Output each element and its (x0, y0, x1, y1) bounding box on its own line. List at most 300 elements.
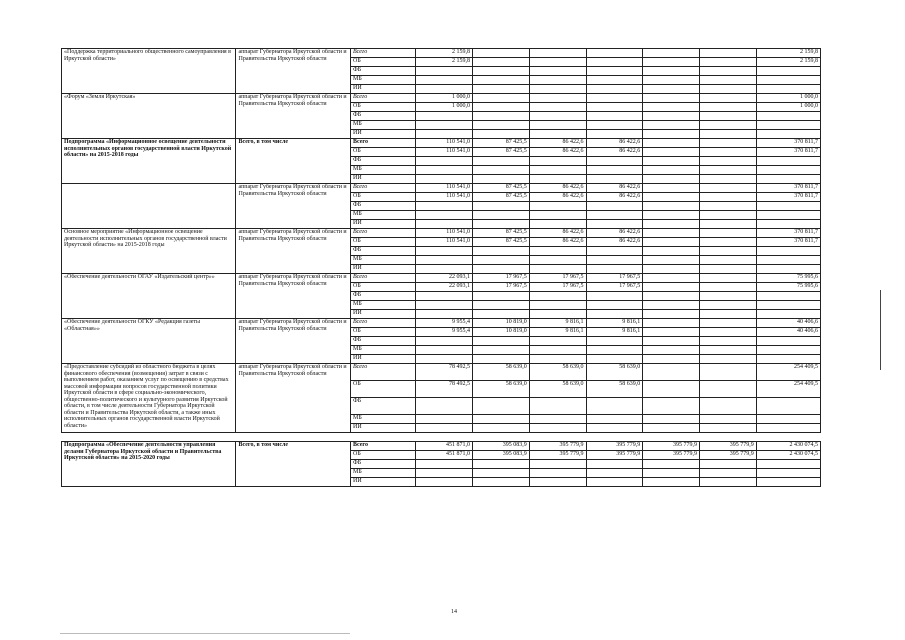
total-cell: 370 811,7 (756, 229, 820, 238)
year-value-cell: 17 967,5 (529, 274, 586, 283)
year-value-cell (416, 460, 473, 469)
year-value-cell (529, 292, 586, 301)
year-value-cell (416, 130, 473, 139)
year-value-cell (586, 220, 643, 229)
year-value-cell (586, 76, 643, 85)
year-value-cell (529, 310, 586, 319)
funding-source-cell: ОБ (351, 103, 416, 112)
year-value-cell: 9 955,4 (416, 319, 473, 328)
total-cell (756, 337, 820, 346)
year-value-cell: 87 425,5 (473, 193, 530, 202)
funding-source-cell: Всего (351, 49, 416, 58)
year-value-cell (643, 346, 700, 355)
year-value-cell (529, 202, 586, 211)
total-cell: 254 409,5 (756, 364, 820, 381)
table-row (62, 184, 821, 193)
year-value-cell (473, 310, 530, 319)
year-value-cell (643, 398, 700, 415)
year-value-cell: 86 422,6 (529, 139, 586, 148)
funding-source-cell: ФБ (351, 247, 416, 256)
year-value-cell: 10 819,0 (473, 328, 530, 337)
year-value-cell (529, 265, 586, 274)
total-cell (756, 202, 820, 211)
year-value-cell: 9 816,1 (586, 319, 643, 328)
year-value-cell (643, 274, 700, 283)
year-value-cell (473, 220, 530, 229)
year-value-cell (416, 67, 473, 76)
funding-source-cell: МБ (351, 415, 416, 424)
year-value-cell (416, 424, 473, 433)
funding-source-cell: ФБ (351, 112, 416, 121)
total-cell: 370 811,7 (756, 238, 820, 247)
funding-source-cell: Всего (351, 229, 416, 238)
year-value-cell (473, 112, 530, 121)
year-value-cell (416, 337, 473, 346)
year-value-cell (529, 398, 586, 415)
year-value-cell: 110 541,0 (416, 238, 473, 247)
scan-bottom-line (60, 633, 350, 634)
year-value-cell (643, 184, 700, 193)
year-value-cell (529, 130, 586, 139)
total-cell (756, 112, 820, 121)
year-value-cell (699, 49, 756, 58)
year-value-cell (416, 85, 473, 94)
year-value-cell (529, 76, 586, 85)
year-value-cell: 86 422,6 (586, 148, 643, 157)
year-value-cell (643, 337, 700, 346)
year-value-cell (643, 381, 700, 398)
year-value-cell (586, 112, 643, 121)
year-value-cell (699, 193, 756, 202)
funding-source-cell: ИИ (351, 478, 416, 487)
table-row (62, 319, 821, 328)
year-value-cell (416, 175, 473, 184)
table-row (62, 139, 821, 148)
year-value-cell: 58 639,0 (473, 364, 530, 381)
year-value-cell: 86 422,6 (529, 229, 586, 238)
year-value-cell (586, 460, 643, 469)
funding-source-cell: ОБ (351, 381, 416, 398)
year-value-cell: 86 422,6 (586, 193, 643, 202)
page-number: 14 (451, 609, 457, 615)
year-value-cell (473, 301, 530, 310)
year-value-cell (643, 103, 700, 112)
year-value-cell (643, 112, 700, 121)
year-value-cell: 17 967,5 (473, 274, 530, 283)
total-cell: 370 811,7 (756, 139, 820, 148)
year-value-cell (473, 469, 530, 478)
year-value-cell (473, 398, 530, 415)
year-value-cell (643, 328, 700, 337)
funding-source-cell: ОБ (351, 148, 416, 157)
year-value-cell: 110 541,0 (416, 193, 473, 202)
year-value-cell (586, 301, 643, 310)
year-value-cell: 9 816,1 (529, 319, 586, 328)
total-cell (756, 157, 820, 166)
year-value-cell: 86 422,6 (586, 139, 643, 148)
funding-source-cell: Всего (351, 319, 416, 328)
year-value-cell (643, 202, 700, 211)
year-value-cell (643, 166, 700, 175)
year-value-cell (586, 175, 643, 184)
total-cell (756, 76, 820, 85)
funding-source-cell: МБ (351, 166, 416, 175)
year-value-cell (643, 85, 700, 94)
year-value-cell (699, 157, 756, 166)
year-value-cell (643, 94, 700, 103)
year-value-cell: 78 492,5 (416, 381, 473, 398)
year-value-cell (529, 424, 586, 433)
year-value-cell (699, 103, 756, 112)
executor-cell: аппарат Губернатора Иркутской области и Правительства Иркутской области (236, 364, 351, 433)
year-value-cell: 395 779,9 (529, 442, 586, 451)
year-value-cell (529, 58, 586, 67)
year-value-cell (699, 220, 756, 229)
total-cell: 1 000,0 (756, 94, 820, 103)
total-cell: 2 430 074,5 (756, 442, 820, 451)
scan-edge-mark (880, 290, 881, 370)
year-value-cell: 2 159,8 (416, 58, 473, 67)
year-value-cell (416, 301, 473, 310)
table-row (62, 229, 821, 238)
year-value-cell (586, 58, 643, 67)
year-value-cell (586, 424, 643, 433)
funding-source-cell: ОБ (351, 328, 416, 337)
year-value-cell: 9 955,4 (416, 328, 473, 337)
budget-table (61, 48, 821, 487)
executor-cell: аппарат Губернатора Иркутской области и Правительства Иркутской области (236, 319, 351, 364)
year-value-cell (643, 478, 700, 487)
year-value-cell: 451 871,0 (416, 451, 473, 460)
year-value-cell (699, 424, 756, 433)
year-value-cell (473, 292, 530, 301)
year-value-cell (699, 346, 756, 355)
funding-source-cell: ФБ (351, 292, 416, 301)
year-value-cell (473, 265, 530, 274)
year-value-cell: 87 425,5 (473, 229, 530, 238)
year-value-cell (699, 238, 756, 247)
year-value-cell (643, 130, 700, 139)
funding-source-cell: Всего (351, 442, 416, 451)
total-cell: 40 406,6 (756, 328, 820, 337)
year-value-cell (586, 346, 643, 355)
year-value-cell (473, 67, 530, 76)
year-value-cell: 86 422,6 (586, 229, 643, 238)
year-value-cell (529, 256, 586, 265)
year-value-cell (586, 337, 643, 346)
year-value-cell (643, 148, 700, 157)
year-value-cell (699, 415, 756, 424)
year-value-cell (529, 301, 586, 310)
table-row (62, 49, 821, 58)
funding-source-cell: ОБ (351, 58, 416, 67)
year-value-cell (586, 202, 643, 211)
year-value-cell (643, 319, 700, 328)
year-value-cell (473, 94, 530, 103)
year-value-cell: 86 422,6 (529, 148, 586, 157)
total-cell: 254 409,5 (756, 381, 820, 398)
year-value-cell (643, 58, 700, 67)
year-value-cell (473, 355, 530, 364)
year-value-cell (699, 469, 756, 478)
total-cell: 370 811,7 (756, 193, 820, 202)
year-value-cell: 9 816,1 (586, 328, 643, 337)
year-value-cell (416, 256, 473, 265)
year-value-cell: 86 422,6 (586, 184, 643, 193)
total-cell: 75 995,6 (756, 283, 820, 292)
total-cell (756, 247, 820, 256)
total-cell (756, 211, 820, 220)
year-value-cell (699, 247, 756, 256)
year-value-cell (473, 346, 530, 355)
funding-source-cell: МБ (351, 76, 416, 85)
year-value-cell (699, 130, 756, 139)
year-value-cell (643, 460, 700, 469)
year-value-cell (586, 247, 643, 256)
total-cell (756, 469, 820, 478)
year-value-cell (699, 139, 756, 148)
year-value-cell: 58 639,0 (586, 381, 643, 398)
year-value-cell (586, 469, 643, 478)
funding-source-cell: ФБ (351, 157, 416, 166)
year-value-cell (416, 76, 473, 85)
year-value-cell: 22 093,1 (416, 283, 473, 292)
funding-source-cell: ИИ (351, 424, 416, 433)
year-value-cell (473, 478, 530, 487)
funding-source-cell: ОБ (351, 451, 416, 460)
year-value-cell (699, 85, 756, 94)
year-value-cell (529, 337, 586, 346)
year-value-cell (643, 121, 700, 130)
year-value-cell: 9 816,1 (529, 328, 586, 337)
year-value-cell: 22 093,1 (416, 274, 473, 283)
year-value-cell (473, 166, 530, 175)
funding-source-cell: ИИ (351, 130, 416, 139)
year-value-cell (699, 337, 756, 346)
year-value-cell: 58 639,0 (586, 364, 643, 381)
year-value-cell (643, 67, 700, 76)
funding-source-cell: Всего (351, 94, 416, 103)
year-value-cell (699, 274, 756, 283)
year-value-cell (586, 292, 643, 301)
table-row (62, 364, 821, 381)
year-value-cell (473, 76, 530, 85)
year-value-cell: 395 779,9 (699, 451, 756, 460)
year-value-cell (699, 67, 756, 76)
year-value-cell (529, 355, 586, 364)
activity-name-cell: Основное мероприятие «Информационное освещение деятельности исполнительных органов государственной власти Иркутской области» на 2015-2018 годы (62, 229, 236, 274)
budget-table-body (62, 49, 821, 487)
year-value-cell (643, 310, 700, 319)
year-value-cell (699, 94, 756, 103)
funding-source-cell: МБ (351, 469, 416, 478)
funding-source-cell: ОБ (351, 283, 416, 292)
activity-name-cell: Подпрограмма «Информационное освещение деятельности исполнительных органов государственной власти Иркутской области» на 2015-2018 годы (62, 139, 236, 184)
year-value-cell (699, 256, 756, 265)
funding-source-cell: ОБ (351, 193, 416, 202)
year-value-cell (586, 265, 643, 274)
year-value-cell (586, 49, 643, 58)
year-value-cell (529, 85, 586, 94)
year-value-cell (643, 301, 700, 310)
document-page (61, 48, 821, 487)
year-value-cell: 1 000,0 (416, 103, 473, 112)
funding-source-cell: Всего (351, 274, 416, 283)
year-value-cell: 395 779,9 (586, 451, 643, 460)
year-value-cell (416, 415, 473, 424)
year-value-cell (643, 415, 700, 424)
year-value-cell (643, 238, 700, 247)
activity-name-cell: «Поддержка территориального общественного самоуправления в Иркутской области» (62, 49, 236, 94)
funding-source-cell: ИИ (351, 220, 416, 229)
total-cell: 40 406,6 (756, 319, 820, 328)
year-value-cell (416, 478, 473, 487)
total-cell (756, 292, 820, 301)
year-value-cell (529, 166, 586, 175)
funding-source-cell: ИИ (351, 310, 416, 319)
funding-source-cell: МБ (351, 121, 416, 130)
funding-source-cell: МБ (351, 301, 416, 310)
year-value-cell (586, 103, 643, 112)
year-value-cell: 78 492,5 (416, 364, 473, 381)
year-value-cell (586, 130, 643, 139)
executor-cell: Всего, в том числе (236, 442, 351, 487)
year-value-cell (416, 202, 473, 211)
year-value-cell (416, 220, 473, 229)
total-cell (756, 398, 820, 415)
total-cell (756, 265, 820, 274)
year-value-cell (416, 469, 473, 478)
total-cell (756, 310, 820, 319)
activity-name-cell: Подпрограмма «Обеспечение деятельности управления делами Губернатора Иркутской области и Правительства Иркутской области» на 2015-2020 годы (62, 442, 236, 487)
funding-source-cell: ИИ (351, 265, 416, 274)
funding-source-cell: ИИ (351, 85, 416, 94)
funding-source-cell: Всего (351, 364, 416, 381)
year-value-cell: 58 639,0 (473, 381, 530, 398)
year-value-cell: 395 083,9 (473, 442, 530, 451)
year-value-cell (643, 364, 700, 381)
year-value-cell: 451 871,0 (416, 442, 473, 451)
year-value-cell: 17 967,5 (529, 283, 586, 292)
year-value-cell (699, 292, 756, 301)
year-value-cell (699, 265, 756, 274)
activity-name-cell: «Обеспечение деятельности ОГКУ «Редакция газеты «Областная»» (62, 319, 236, 364)
year-value-cell: 110 541,0 (416, 229, 473, 238)
year-value-cell (643, 175, 700, 184)
year-value-cell: 110 541,0 (416, 148, 473, 157)
funding-source-cell: ФБ (351, 67, 416, 76)
year-value-cell (643, 265, 700, 274)
year-value-cell (473, 103, 530, 112)
year-value-cell (473, 130, 530, 139)
year-value-cell (643, 157, 700, 166)
total-cell (756, 121, 820, 130)
year-value-cell: 395 083,9 (473, 451, 530, 460)
year-value-cell (416, 112, 473, 121)
total-cell: 1 000,0 (756, 103, 820, 112)
year-value-cell (699, 112, 756, 121)
year-value-cell: 86 422,6 (586, 238, 643, 247)
year-value-cell (586, 121, 643, 130)
year-value-cell (643, 139, 700, 148)
year-value-cell: 17 967,5 (586, 274, 643, 283)
total-cell: 2 159,8 (756, 49, 820, 58)
total-cell (756, 301, 820, 310)
year-value-cell (699, 166, 756, 175)
year-value-cell (529, 220, 586, 229)
year-value-cell: 2 159,8 (416, 49, 473, 58)
year-value-cell (473, 256, 530, 265)
year-value-cell (643, 469, 700, 478)
funding-source-cell: ФБ (351, 460, 416, 469)
funding-source-cell: ФБ (351, 398, 416, 415)
year-value-cell (699, 398, 756, 415)
year-value-cell: 58 639,0 (529, 364, 586, 381)
funding-source-cell: МБ (351, 256, 416, 265)
executor-cell: аппарат Губернатора Иркутской области и Правительства Иркутской области (236, 184, 351, 229)
year-value-cell (643, 247, 700, 256)
year-value-cell (473, 121, 530, 130)
table-row (62, 94, 821, 103)
funding-source-cell: ФБ (351, 337, 416, 346)
total-cell (756, 67, 820, 76)
year-value-cell (473, 175, 530, 184)
year-value-cell (416, 166, 473, 175)
year-value-cell (586, 94, 643, 103)
year-value-cell: 395 779,9 (586, 442, 643, 451)
year-value-cell (586, 166, 643, 175)
executor-cell: аппарат Губернатора Иркутской области и Правительства Иркутской области (236, 94, 351, 139)
year-value-cell (473, 49, 530, 58)
year-value-cell (473, 202, 530, 211)
year-value-cell (699, 319, 756, 328)
total-cell (756, 130, 820, 139)
activity-name-cell: «Обеспечение деятельности ОГАУ «Издательский центр»» (62, 274, 236, 319)
year-value-cell (699, 478, 756, 487)
year-value-cell (473, 337, 530, 346)
year-value-cell (643, 49, 700, 58)
year-value-cell: 87 425,5 (473, 238, 530, 247)
year-value-cell: 17 967,5 (473, 283, 530, 292)
year-value-cell: 110 541,0 (416, 184, 473, 193)
year-value-cell (586, 211, 643, 220)
year-value-cell (699, 381, 756, 398)
funding-source-cell: Всего (351, 184, 416, 193)
year-value-cell: 395 779,9 (643, 451, 700, 460)
total-cell: 2 430 074,5 (756, 451, 820, 460)
year-value-cell (586, 67, 643, 76)
spacer-cell (62, 433, 821, 442)
year-value-cell (699, 328, 756, 337)
total-cell: 75 995,6 (756, 274, 820, 283)
total-cell: 2 159,8 (756, 58, 820, 67)
year-value-cell (699, 175, 756, 184)
year-value-cell: 86 422,6 (529, 193, 586, 202)
year-value-cell (529, 94, 586, 103)
year-value-cell: 86 422,6 (529, 184, 586, 193)
year-value-cell (416, 265, 473, 274)
year-value-cell (586, 355, 643, 364)
year-value-cell (699, 301, 756, 310)
year-value-cell (529, 175, 586, 184)
funding-source-cell: ИИ (351, 175, 416, 184)
year-value-cell (473, 211, 530, 220)
year-value-cell (529, 121, 586, 130)
executor-cell: аппарат Губернатора Иркутской области и Правительства Иркутской области (236, 229, 351, 274)
funding-source-cell: МБ (351, 346, 416, 355)
activity-name-cell (62, 184, 236, 229)
year-value-cell (643, 292, 700, 301)
